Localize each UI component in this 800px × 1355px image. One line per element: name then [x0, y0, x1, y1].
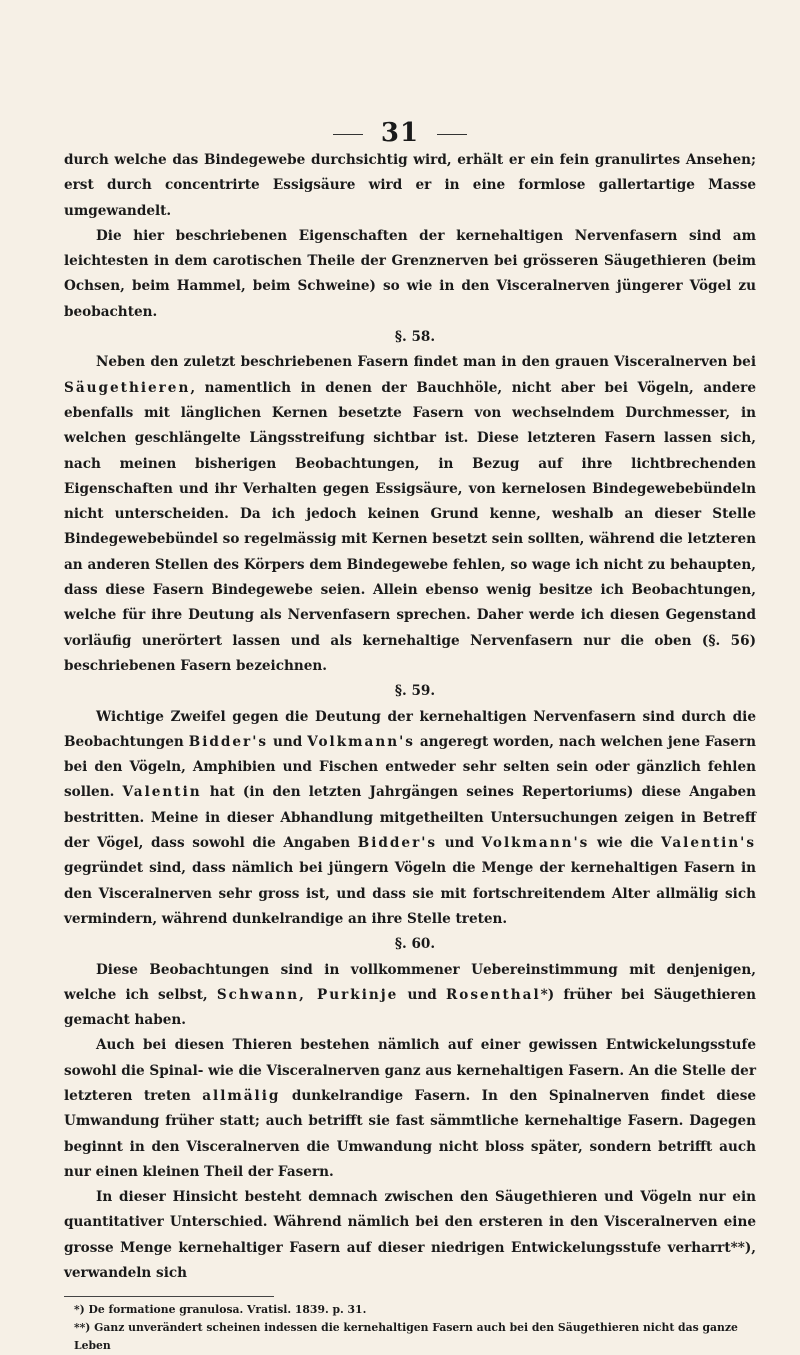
author-name: Volkmann's [307, 733, 415, 750]
body-text [64, 148, 756, 1286]
paragraph [64, 958, 756, 1034]
text-run: Neben den zuletzt beschriebenen Fasern findet man in den grauen Visceralnerven bei [96, 354, 756, 371]
author-name: Volkmann's [481, 835, 590, 852]
spaced-term: Säugethieren [64, 379, 191, 396]
footnote: *) De formatione granulosa. Vratisl. 1839. p. 31. [74, 1303, 367, 1317]
footnotes [64, 1301, 756, 1355]
author-name: Rosenthal [445, 986, 541, 1003]
page-number: 31 [380, 118, 420, 148]
paragraph [64, 705, 756, 933]
spaced-term: allmälig [202, 1087, 281, 1104]
footnote-divider [64, 1296, 274, 1297]
text-run: wie die [589, 835, 662, 852]
text-run: , namentlich in denen der Bauchhöle, nicht aber bei Vögeln, andere ebenfalls mit länglichen Kernen besetzte Fasern von wechselndem Durchmesser, in welchen geschlängelte Längsstreifung sichtbar ist. Diese letzteren Fasern lassen sich, nach meinen bisherigen Beobachtungen, in Bezug auf ihre lichtbrechenden Eigenschaften und ihr Verhalten gegen Essigsäure, von kernelosen Bindegewebebündeln nicht unterscheiden. Da ich jedoch keinen Grund kenne, weshalb an dieser Stelle Bindegewebebündel so regelmässig mit Kernen besetzt sein sollten, während die letzteren an anderen Stellen des Körpers dem Bindegewebe fehlen, so wage ich nicht zu behaupten, dass diese Fasern Bindegewebe seien. Allein ebenso wenig besitze ich Beobachtungen, welche für ihre Deutung als Nervenfasern sprechen. Daher werde ich diesen Gegenstand vorläufig unerörtert lassen und als kernehaltige Nervenfasern nur die oben (§. 56) beschriebenen Fasern bezeichnen. [64, 379, 756, 674]
section-heading-59: §. 59. [394, 683, 436, 700]
author-name: Schwann, Purkinje [216, 986, 399, 1003]
page-header [0, 118, 800, 148]
paragraph: Die hier beschriebenen Eigenschaften der kernehaltigen Nervenfasern sind am leichtesten in dem carotischen Theile der Grenznerven bei grösseren Säugethieren (beim Ochsen, beim Hammel, beim Schweine) so wie in den Visceralnerven jüngerer Vögel zu beobachten. [64, 227, 756, 320]
section-heading-60: §. 60. [394, 936, 436, 953]
section-heading-58: §. 58. [394, 329, 436, 346]
text-run: angeregt worden, nach welchen jene Fasern bei den Vögeln, Amphibien und Fischen entweder sehr selten sein oder gänzlich fehlen sollen. [64, 733, 756, 801]
author-name: Bidder's [357, 835, 438, 852]
header-dash-left [333, 134, 363, 135]
paragraph: In dieser Hinsicht besteht demnach zwischen den Säugethieren und Vögeln nur ein quantitativer Unterschied. Während nämlich bei den ersteren in den Visceralnerven eine grosse Menge kernehaltiger Fasern auf dieser niedrigen Entwickelungsstufe verharrt**), verwandeln sich [64, 1189, 756, 1282]
text-run: Wichtige Zweifel gegen die Deutung der kernehaltigen Nervenfasern sind durch die Beobachtungen [64, 708, 756, 750]
paragraph: durch welche das Bindegewebe durchsichtig wird, erhält er ein fein granulirtes Ansehen; erst durch concentrirte Essigsäure wird er in eine formlose gallertartige Masse umgewandelt. [64, 152, 756, 219]
header-dash-right [437, 134, 467, 135]
footnote: **) Ganz unverändert scheinen indessen die kernehaltigen Fasern auch bei den Säugethieren nicht das ganze Leben [74, 1321, 738, 1353]
text-run: Auch bei diesen Thieren bestehen nämlich auf einer gewissen Entwickelungsstufe sowohl die Spinal- wie die Visceralnerven ganz aus kernehaltigen Fasern. An die Stelle der letzteren treten [64, 1037, 756, 1104]
author-name: Bidder's [188, 733, 269, 750]
text-run: und [437, 835, 482, 852]
text-run: *) früher bei Säugethieren gemacht haben. [64, 986, 756, 1029]
text-run: gegründet sind, dass nämlich bei jüngern Vögeln die Menge der kernehaltigen Fasern in den Visceralnerven sehr gross ist, und dass sie mit fortschreitendem Alter allmälig sich vermindern, während dunkelrandige an ihre Stelle treten. [64, 860, 756, 927]
author-name: Valentin's [661, 835, 756, 852]
author-name: Valentin [122, 784, 202, 801]
paragraph [64, 350, 756, 679]
text-run: Diese Beobachtungen sind in vollkommener Uebereinstimmung mit denjenigen, welche ich selbst, [64, 961, 756, 1003]
paragraph [64, 1033, 756, 1185]
text-run: und [398, 986, 446, 1003]
text-run: dunkelrandige Fasern. In den Spinalnerven findet diese Umwandung früher statt; auch betrifft sie fast sämmtliche kernehaltige Fasern. Dagegen beginnt in den Visceralnerven die Umwandung nicht bloss später, sondern betrifft auch nur einen kleinen Theil der Fasern. [64, 1087, 756, 1180]
text-run: hat (in den letzten Jahrgängen seines Repertoriums) diese Angaben bestritten. Meine in dieser Abhandlung mitgetheilten Untersuchungen zeigen in Betreff der Vögel, dass sowohl die Angaben [64, 784, 757, 852]
text-run: und [268, 733, 308, 750]
